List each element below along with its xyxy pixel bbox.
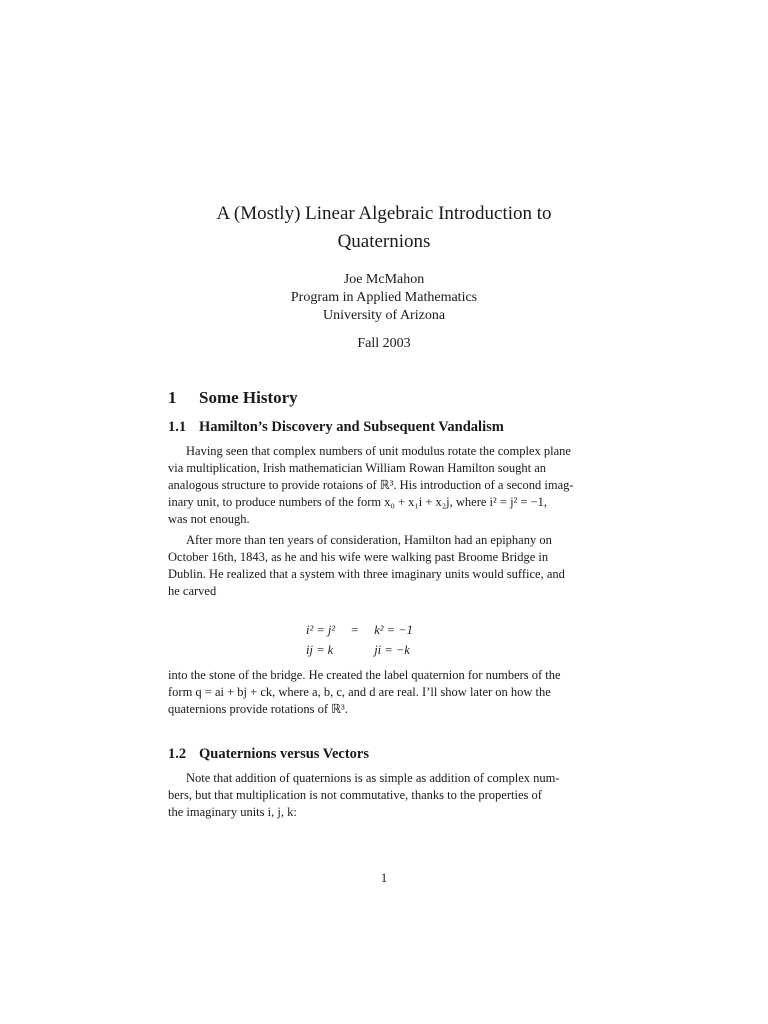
author-block bbox=[100, 271, 668, 325]
equation-block bbox=[300, 620, 470, 660]
text-line: analogous structure to provide rotaions of ℝ³. His introduction of a second imag- bbox=[168, 478, 574, 492]
paper-title bbox=[100, 200, 668, 256]
text-line: was not enough. bbox=[168, 512, 250, 526]
eq-row1-relation: = bbox=[351, 622, 359, 637]
author-name: Joe McMahon bbox=[343, 272, 425, 287]
title-line-2: Quaternions bbox=[337, 231, 431, 252]
title-line-1: A (Mostly) Linear Algebraic Introduction to bbox=[216, 203, 552, 224]
text-line: via multiplication, Irish mathematician William Rowan Hamilton sought an bbox=[168, 461, 547, 475]
text-line: the imaginary units i, j, k: bbox=[168, 805, 297, 819]
page-number: 1 bbox=[380, 870, 388, 885]
text-line: October 16th, 1843, as he and his wife were walking past Broome Bridge in bbox=[168, 550, 549, 564]
section-title: Quaternions versus Vectors bbox=[199, 746, 369, 762]
text-line: Having seen that complex numbers of unit modulus rotate the complex plane bbox=[186, 444, 571, 458]
text-line: Note that addition of quaternions is as simple as addition of complex num- bbox=[186, 771, 560, 785]
eq-row2-right: ji = −k bbox=[374, 642, 410, 657]
section-number: 1.2 bbox=[168, 746, 187, 762]
text-line: quaternions provide rotations of ℝ³. bbox=[168, 702, 348, 716]
date-block bbox=[100, 335, 668, 353]
eq-row1-left: i² = j² bbox=[306, 622, 336, 637]
text-line: bers, but that multiplication is not commutative, thanks to the properties of bbox=[168, 788, 542, 802]
eq-row1-right: k² = −1 bbox=[374, 622, 413, 637]
text-line: After more than ten years of consideration, Hamilton had an epiphany on bbox=[186, 533, 552, 547]
section-1-1-heading bbox=[168, 419, 504, 436]
paragraph-1 bbox=[168, 443, 600, 528]
text-line: Dublin. He realized that a system with three imaginary units would suffice, and bbox=[168, 567, 565, 581]
author-university: University of Arizona bbox=[322, 308, 446, 323]
text-line: form q = ai + bj + ck, where a, b, c, and d are real. I’ll show later on how the bbox=[168, 685, 551, 699]
paragraph-2 bbox=[168, 532, 600, 600]
author-program: Program in Applied Mathematics bbox=[290, 290, 478, 305]
paper-date: Fall 2003 bbox=[357, 336, 411, 351]
text-line: into the stone of the bridge. He created the label quaternion for numbers of the bbox=[168, 668, 561, 682]
section-number: 1.1 bbox=[168, 419, 187, 435]
section-title: Some History bbox=[199, 388, 298, 407]
text-line: inary unit, to produce numbers of the form x₀ + x₁i + x₂j, where i² = j² = −1, bbox=[168, 495, 548, 509]
eq-row2-left: ij = k bbox=[306, 642, 334, 657]
paragraph-3 bbox=[168, 667, 600, 718]
section-title: Hamilton’s Discovery and Subsequent Vandalism bbox=[199, 419, 504, 435]
text-line: he carved bbox=[168, 584, 217, 598]
paragraph-4 bbox=[168, 770, 600, 821]
section-1-heading bbox=[168, 388, 298, 408]
section-1-2-heading bbox=[168, 746, 369, 763]
section-number: 1 bbox=[168, 388, 177, 407]
